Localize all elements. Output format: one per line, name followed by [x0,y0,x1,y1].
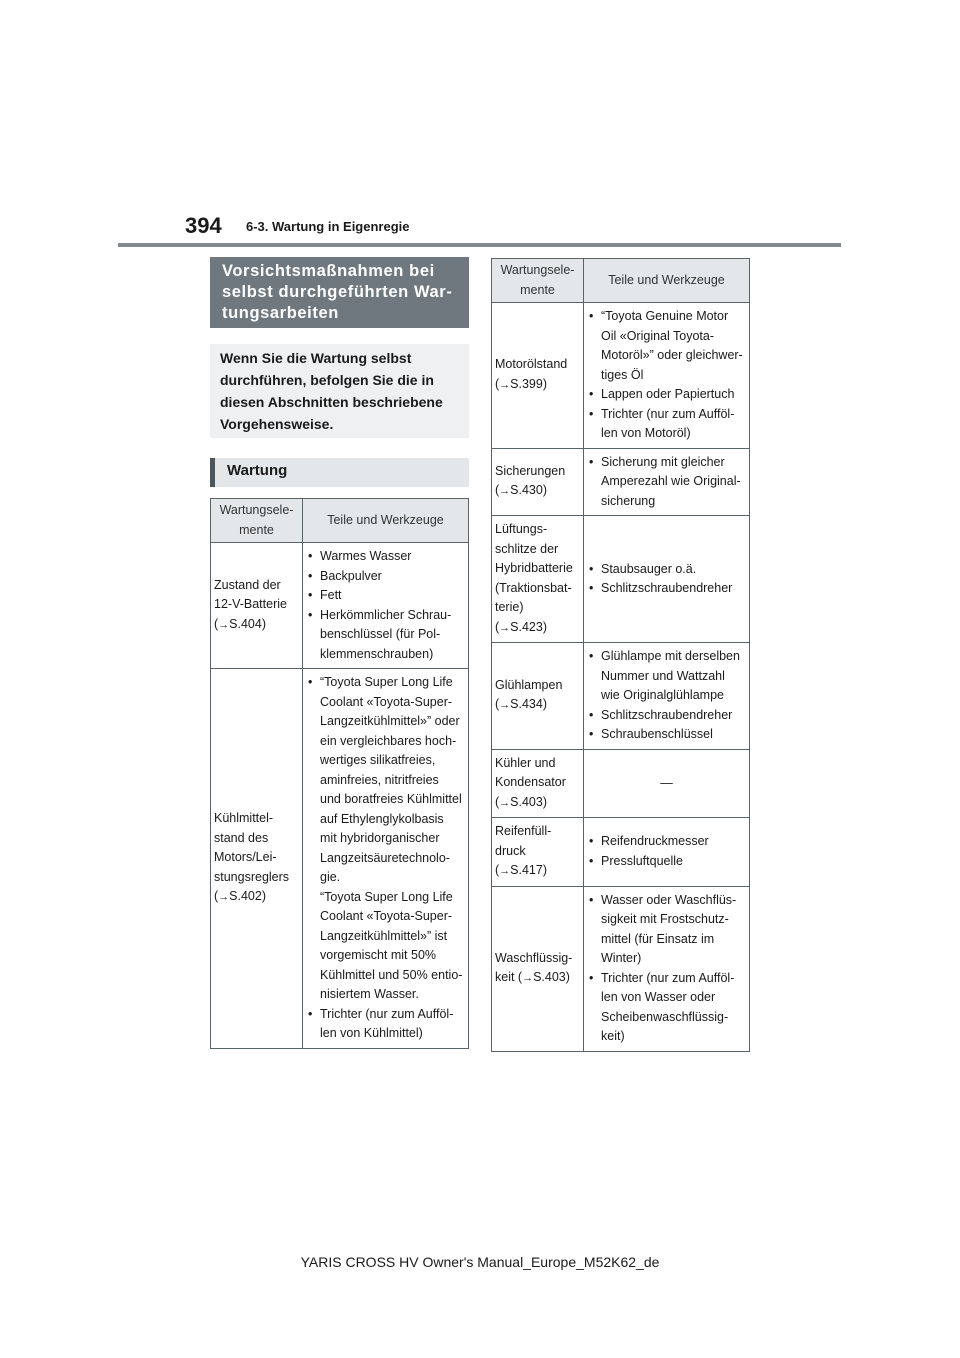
tool-line: • Schlitzschraubendreher [601,581,733,595]
item-line: Zustand der [214,577,281,592]
item-line: Motors/Lei- [214,850,277,864]
tools-list-item [306,1005,465,1044]
page-number: 394 [185,213,222,238]
maintenance-item-cell [492,303,584,449]
item-line: Motorölstand [495,357,568,372]
table-row [492,303,750,449]
tool-line: aminfreies, nitritfreies [320,772,439,787]
caution-title-line: Vorsichtsmaßnahmen bei [222,262,435,280]
item-line: Glühlampen [495,677,563,692]
tools-list [587,647,746,745]
item-line: Hybridbatterie [495,561,573,575]
tools-list [306,673,465,1044]
maintenance-item-cell [492,749,584,818]
tool-line: len von Motoröl) [601,426,691,440]
tool-line: Coolant «Toyota-Super- [320,909,453,923]
note-box [210,344,469,438]
tool-line: • Schlitzschraubendreher [601,707,733,722]
tool-line: • Pressluftquelle [601,853,683,868]
arrow-glyph: → [499,485,511,498]
tools-cell [303,669,469,1049]
page-reference: S.417 [510,863,543,877]
note-line: durchführen, befolgen Sie die in [220,372,434,388]
tool-line: nisiertem Wasser. [320,987,419,1001]
tools-cell [584,643,750,750]
tool-line: • Wasser oder Waschflüs- [601,892,737,907]
tool-line: • Fett [320,588,342,602]
arrow-glyph: → [218,891,230,903]
item-line: Kondensator [495,775,566,789]
left-column [210,257,469,1049]
page-reference: S.403 [510,794,543,809]
tools-list-item [587,453,746,512]
tool-line: • Warmes Wasser [320,549,412,563]
item-line: Kühler und [495,755,556,770]
item-line: Sicherungen [495,463,566,478]
tool-line: Oil «Original Toyota- [601,328,715,343]
table-row [492,448,750,516]
tools-list [587,891,746,1047]
item-line: Kühlmittel- [214,811,274,825]
maintenance-table-left [210,498,469,1049]
header-items [211,499,303,543]
tool-line: Langzeitkühlmittel»” oder [320,714,460,728]
arrow-glyph: → [522,972,534,984]
tool-line: wertiges silikatfreies, [320,753,436,767]
right-column [491,258,750,1052]
header-items-line: Wartungsele- [500,263,575,277]
page-reference: S.430 [510,483,543,498]
tool-line: • Trichter (nur zum Aufföl- [601,406,735,421]
tools-list-item [587,579,746,599]
tool-line: • Trichter (nur zum Aufföl- [601,970,735,985]
tool-line: Langzeitkühlmittel»” ist [320,928,448,943]
tools-cell [303,543,469,669]
tool-line: gie. [320,870,341,884]
tool-line: len von Kühlmittel) [320,1026,423,1040]
item-line: stungsreglers [214,869,290,884]
tool-line: • Trichter (nur zum Aufföl- [320,1006,454,1021]
table-row [211,543,469,669]
tools-list-item [587,725,746,745]
header-items-line: Wartungsele- [219,503,294,517]
maintenance-item-cell [492,516,584,643]
tools-cell: — [584,749,750,818]
arrow-glyph: → [499,621,511,634]
page-reference-line: (→S.403) [495,794,548,809]
table-header-row [211,499,469,543]
header-items [492,259,584,303]
table-row [492,643,750,750]
table-row [211,669,469,1049]
tool-line: • Herkömmlicher Schrau- [320,607,452,622]
maintenance-item-cell [492,886,584,1051]
tool-line: len von Wasser oder [601,990,716,1004]
tools-list [587,832,746,871]
tool-line: • Staubsauger o.ä. [601,561,697,576]
tool-line: ein vergleichbares hoch- [320,733,457,748]
tool-line: • Schraubenschlüssel [601,727,713,741]
page-reference: S.434 [510,697,543,712]
header-rule [118,243,841,247]
note-line: Wenn Sie die Wartung selbst [220,350,412,366]
tool-line: tiges Öl [601,367,644,382]
tool-line: sicherung [601,493,656,508]
tool-line: • Glühlampe mit derselben [601,649,740,663]
page-reference-line: (→S.417) [495,863,548,877]
footer-manual-title: YARIS CROSS HV Owner's Manual_Europe_M52K62_de [300,1254,660,1270]
tool-line: “Toyota Super Long Life [320,889,453,904]
item-line: Lüftungs- [495,522,548,536]
tool-line: mit hybridorganischer [320,831,440,845]
arrow-glyph: → [218,618,230,631]
page-reference-line: (→S.423) [495,619,548,634]
item-line: (Traktionsbat- [495,580,572,595]
table-row [492,886,750,1051]
tool-line: mittel (für Einsatz im [601,931,715,946]
section-heading: 6-3. Wartung in Eigenregie [246,219,410,234]
arrow-glyph: → [499,699,511,712]
tools-list [587,453,746,512]
item-line: schlitze der [495,541,559,556]
maintenance-item-cell [211,669,303,1049]
caution-title-box [210,257,469,328]
tool-line: klemmenschrauben) [320,646,434,661]
page-reference-line: (→S.404) [214,616,267,631]
tool-line: • “Toyota Genuine Motor [601,309,729,323]
page-reference: S.402 [229,889,262,903]
tool-line: • Backpulver [320,568,382,583]
header-items-line: mente [239,522,274,537]
page-reference: S.404 [229,616,262,631]
arrow-glyph: → [499,865,511,877]
tool-line: Winter) [601,951,642,965]
page-reference-line: (→S.402) [214,889,267,903]
item-line: 12-V-Batterie [214,597,287,612]
tool-line: wie Originalglühlampe [601,688,724,702]
page-reference-line: (→S.434) [495,697,548,712]
tool-line: keit) [601,1029,625,1043]
tool-line: auf Ethylenglykolbasis [320,811,444,826]
tools-cell [584,886,750,1051]
tools-cell [584,448,750,516]
note-line: diesen Abschnitten beschriebene [220,394,443,410]
page-reference-line: (→S.430) [495,483,548,498]
arrow-glyph: → [499,378,511,391]
tools-list-item [587,891,746,969]
tool-line: sigkeit mit Frostschutz- [601,912,729,926]
item-line: keit (→S.403) [495,970,570,984]
tool-line: Coolant «Toyota-Super- [320,694,453,709]
tools-cell [584,516,750,643]
tools-list-item [306,547,465,567]
table-row [492,749,750,818]
tools-list-item [587,405,746,444]
item-line: terie) [495,600,524,614]
tool-line: • Sicherung mit gleicher [601,454,725,469]
subheading-wartung: Wartung [210,458,469,487]
tool-line: • Reifendruckmesser [601,834,709,849]
caution-title-line: tungsarbeiten [222,304,339,322]
item-line: Reifenfüll- [495,824,552,838]
page-reference: S.423 [510,619,543,634]
table-header-row [492,259,750,303]
maintenance-item-cell [492,643,584,750]
header-items-line: mente [520,282,555,297]
tools-list-item [587,647,746,706]
tool-line: Langzeitsäuretechnolo- [320,850,450,865]
tools-list-item [587,969,746,1047]
header-tools: Teile und Werkzeuge [584,259,750,303]
tool-line: • Lappen oder Papiertuch [601,387,735,401]
tool-line: Kühlmittel und 50% entio- [320,967,463,982]
tools-list-item [587,852,746,872]
tools-list-item [306,567,465,587]
tool-line: Nummer und Wattzahl [601,668,725,683]
maintenance-item-cell [492,448,584,516]
tool-line: Amperezahl wie Original- [601,474,741,488]
tools-cell [584,818,750,887]
tools-list [587,307,746,444]
tool-line: Scheibenwaschflüssig- [601,1009,729,1024]
tools-list [587,560,746,599]
tool-line: und boratfreies Kühlmittel [320,792,462,806]
item-line: druck [495,843,526,858]
tools-cell [584,303,750,449]
tools-list-item [587,385,746,405]
caution-title-line: selbst durchgeführten War- [222,283,453,301]
maintenance-item-cell [492,818,584,887]
table-row [492,818,750,887]
page-reference: S.399 [510,376,543,391]
tool-line: Motoröl»” oder gleichwer- [601,348,743,362]
maintenance-table-right [491,258,750,1052]
tools-list-item [587,560,746,580]
header-tools: Teile und Werkzeuge [303,499,469,543]
tool-line: vorgemischt mit 50% [320,948,437,962]
tool-line: • “Toyota Super Long Life [320,675,453,689]
page-reference: S.403) [533,970,570,984]
table-row [492,516,750,643]
item-line: stand des [214,830,269,845]
tool-line: benschlüssel (für Pol- [320,627,441,641]
maintenance-item-cell [211,543,303,669]
item-line: Waschflüssig- [495,950,573,965]
tools-list-item [306,673,465,1005]
tools-list-item [306,606,465,665]
note-line: Vorgehensweise. [220,416,334,432]
tools-list-item [306,586,465,606]
tools-list-item [587,832,746,852]
arrow-glyph: → [499,796,511,809]
tools-list-item [587,307,746,385]
page-reference-line: (→S.399) [495,376,548,391]
tools-list [306,547,465,664]
tools-list-item [587,706,746,726]
